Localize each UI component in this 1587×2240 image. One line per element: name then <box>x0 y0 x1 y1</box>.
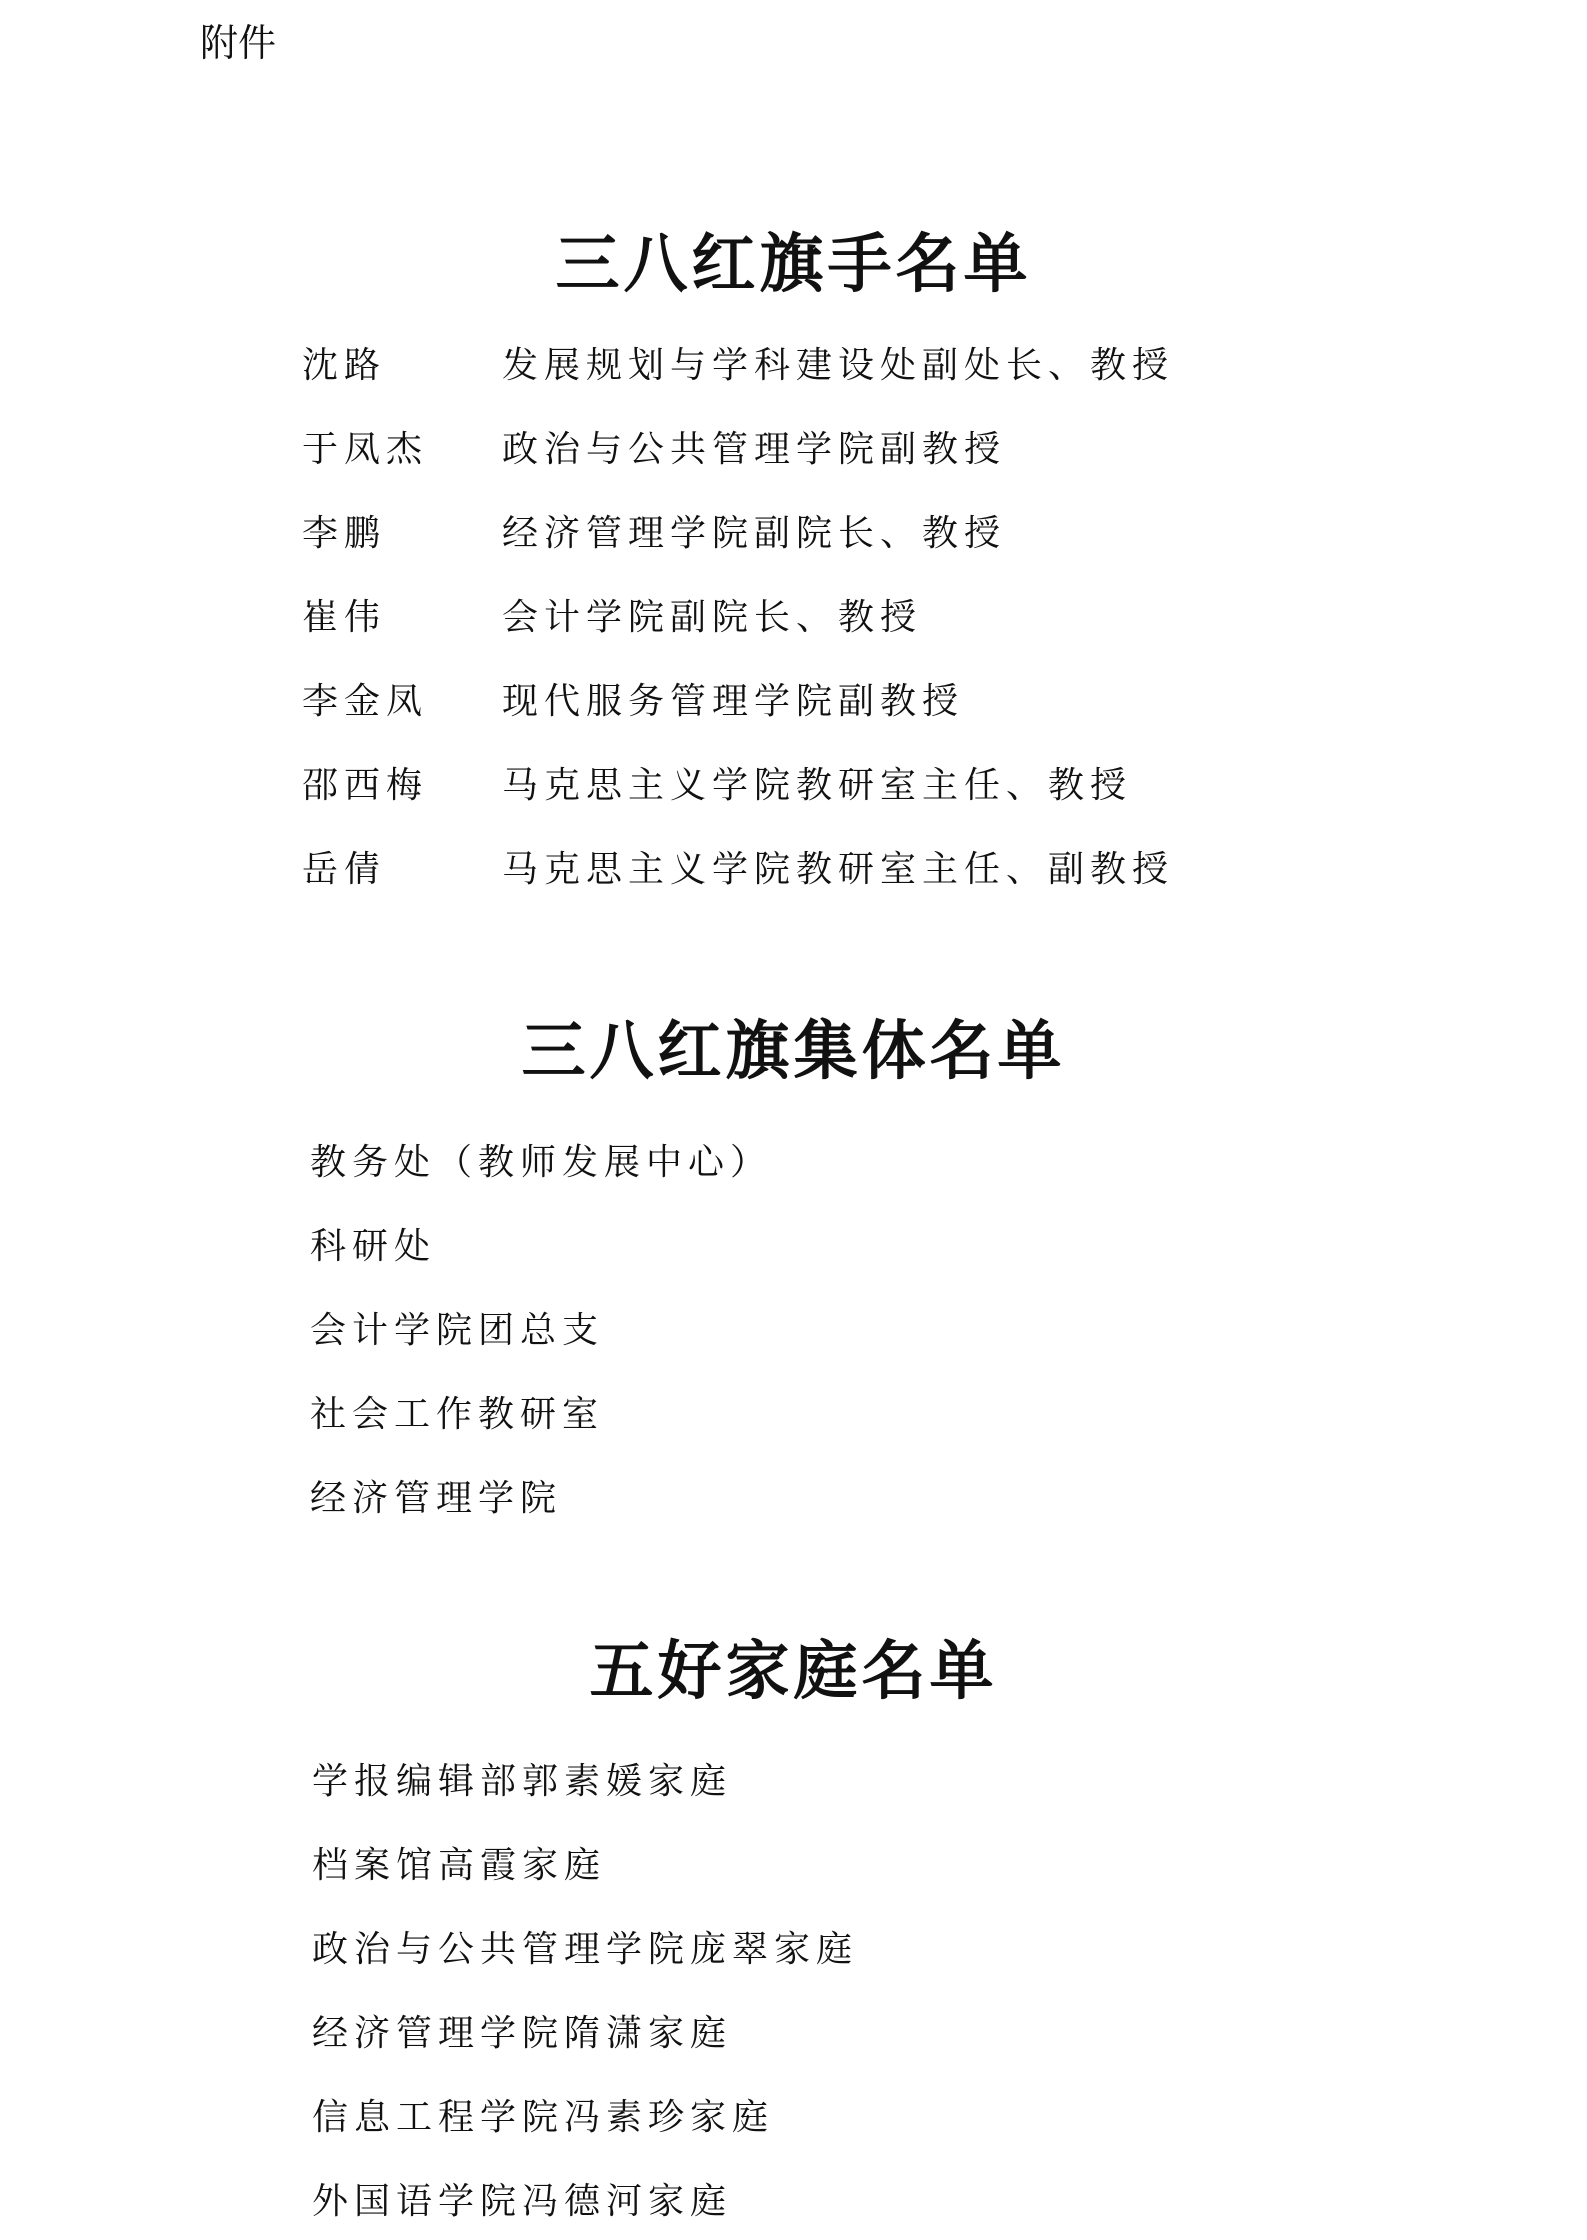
person-name: 李金凤 <box>302 680 429 722</box>
list-item: 会计学院团总支 <box>310 1309 605 1351</box>
list-item <box>302 488 1174 572</box>
person-title: 现代服务管理学院副教授 <box>502 680 965 722</box>
list-item: 政治与公共管理学院庞翠家庭 <box>312 1928 859 1970</box>
list-item <box>302 320 1174 404</box>
person-name: 崔伟 <box>302 596 387 638</box>
person-name: 邵西梅 <box>302 764 429 806</box>
attachment-label: 附件 <box>200 21 277 65</box>
list-item: 科研处 <box>310 1225 437 1267</box>
person-title: 马克思主义学院教研室主任、教授 <box>502 764 1133 806</box>
person-title: 经济管理学院副院长、教授 <box>502 512 1007 554</box>
list-item: 档案馆高霞家庭 <box>312 1844 607 1886</box>
list-item <box>302 824 1174 908</box>
section-title-red-banner-collectives: 三八红旗集体名单 <box>521 1014 1066 1089</box>
list-item: 社会工作教研室 <box>310 1393 605 1435</box>
person-title: 马克思主义学院教研室主任、副教授 <box>502 848 1175 890</box>
list-item: 经济管理学院隋潇家庭 <box>312 2012 733 2054</box>
list-item <box>302 572 1174 656</box>
list-item: 信息工程学院冯素珍家庭 <box>312 2096 775 2138</box>
section-title-five-good-families: 五好家庭名单 <box>589 1634 998 1709</box>
person-title: 政治与公共管理学院副教授 <box>502 428 1007 470</box>
red-banner-individuals-list <box>302 320 1174 908</box>
list-item <box>302 740 1174 824</box>
list-item <box>302 404 1174 488</box>
person-name: 李鹏 <box>302 512 387 554</box>
person-name: 岳倩 <box>302 848 387 890</box>
list-item <box>302 656 1174 740</box>
person-name: 于凤杰 <box>302 428 429 470</box>
section-title-red-banner-individuals: 三八红旗手名单 <box>555 227 1032 302</box>
list-item: 外国语学院冯德河家庭 <box>312 2180 733 2222</box>
list-item: 经济管理学院 <box>310 1477 563 1519</box>
person-name: 沈路 <box>302 344 387 386</box>
list-item: 学报编辑部郭素媛家庭 <box>312 1760 733 1802</box>
red-banner-collectives-list <box>310 1117 772 1537</box>
person-title: 会计学院副院长、教授 <box>502 596 923 638</box>
five-good-families-list <box>312 1736 858 2240</box>
list-item: 教务处（教师发展中心） <box>310 1141 773 1183</box>
person-title: 发展规划与学科建设处副处长、教授 <box>502 344 1175 386</box>
